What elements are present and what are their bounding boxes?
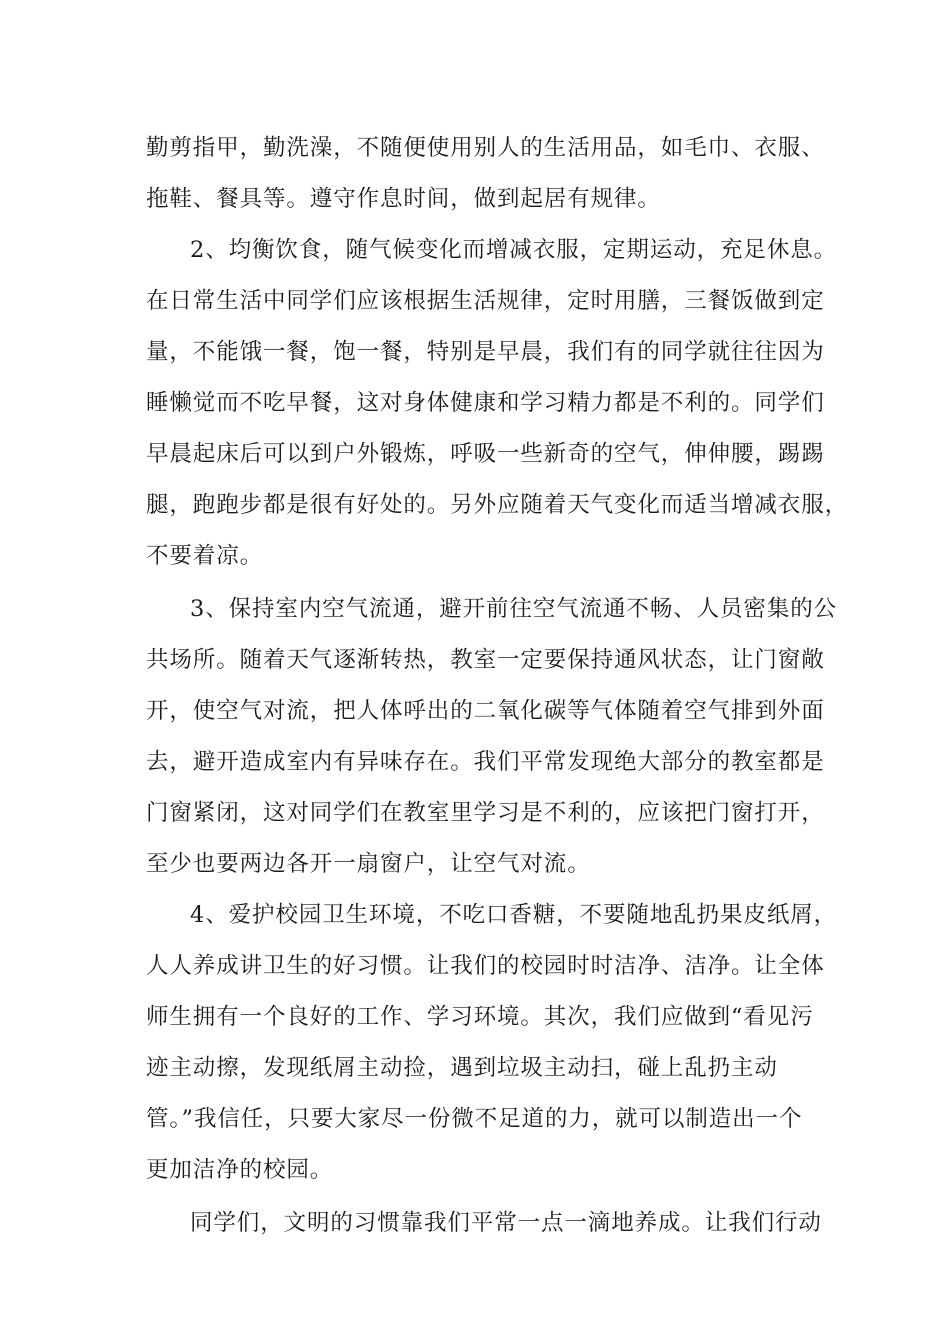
text-line: 量，不能饿一餐，饱一餐，特别是早晨，我们有的同学就往往因为 bbox=[146, 339, 825, 365]
paragraph-2-start: 2、均衡饮食，随气候变化而增减衣服，定期运动，充足休息。 bbox=[190, 237, 838, 263]
text-line: 睡懒觉而不吃早餐，这对身体健康和学习精力都是不利的。同学们 bbox=[146, 390, 825, 416]
text-line: 迹主动擦，发现纸屑主动捡，遇到垃圾主动扫，碰上乱扔主动 bbox=[146, 1055, 778, 1081]
text-line: 拖鞋、餐具等。遵守作息时间，做到起居有规律。 bbox=[146, 186, 661, 212]
text-line: 更加洁净的校园。 bbox=[146, 1157, 334, 1183]
text-line: 共场所。随着天气逐渐转热，教室一定要保持通风状态，让门窗敞 bbox=[146, 647, 825, 673]
text-line: 在日常生活中同学们应该根据生活规律，定时用膳，三餐饭做到定 bbox=[146, 288, 825, 314]
text-line: 师生拥有一个良好的工作、学习环境。其次，我们应做到“看见污 bbox=[146, 1004, 814, 1030]
text-line: 至少也要两边各开一扇窗户，让空气对流。 bbox=[146, 851, 591, 877]
text-line: 开，使空气对流，把人体呼出的二氧化碳等气体随着空气排到外面 bbox=[146, 698, 825, 724]
text-line: 人人养成讲卫生的好习惯。让我们的校园时时洁净、洁净。让全体 bbox=[146, 953, 825, 979]
text-line: 早晨起床后可以到户外锻炼，呼吸一些新奇的空气，伸伸腰，踢踢 bbox=[146, 441, 825, 467]
text-line: 腿，跑跑步都是很有好处的。另外应随着天气变化而适当增减衣服， bbox=[146, 492, 849, 518]
text-line: 不要着凉。 bbox=[146, 543, 264, 569]
paragraph-4-start: 4、爱护校园卫生环境，不吃口香糖，不要随地乱扔果皮纸屑， bbox=[190, 902, 838, 928]
text-line: 去，避开造成室内有异味存在。我们平常发现绝大部分的教室都是 bbox=[146, 749, 825, 775]
paragraph-3-start: 3、保持室内空气流通，避开前往空气流通不畅、人员密集的公 bbox=[190, 596, 838, 622]
text-line: 勤剪指甲，勤洗澡，不随便使用别人的生活用品，如毛巾、衣服、 bbox=[146, 135, 825, 161]
text-line: 门窗紧闭，这对同学们在教室里学习是不利的，应该把门窗打开， bbox=[146, 800, 825, 826]
text-line: 管。”我信任，只要大家尽一份微不足道的力，就可以制造出一个 bbox=[146, 1106, 803, 1132]
paragraph-5-start: 同学们，文明的习惯靠我们平常一点一滴地养成。让我们行动 bbox=[190, 1210, 822, 1236]
